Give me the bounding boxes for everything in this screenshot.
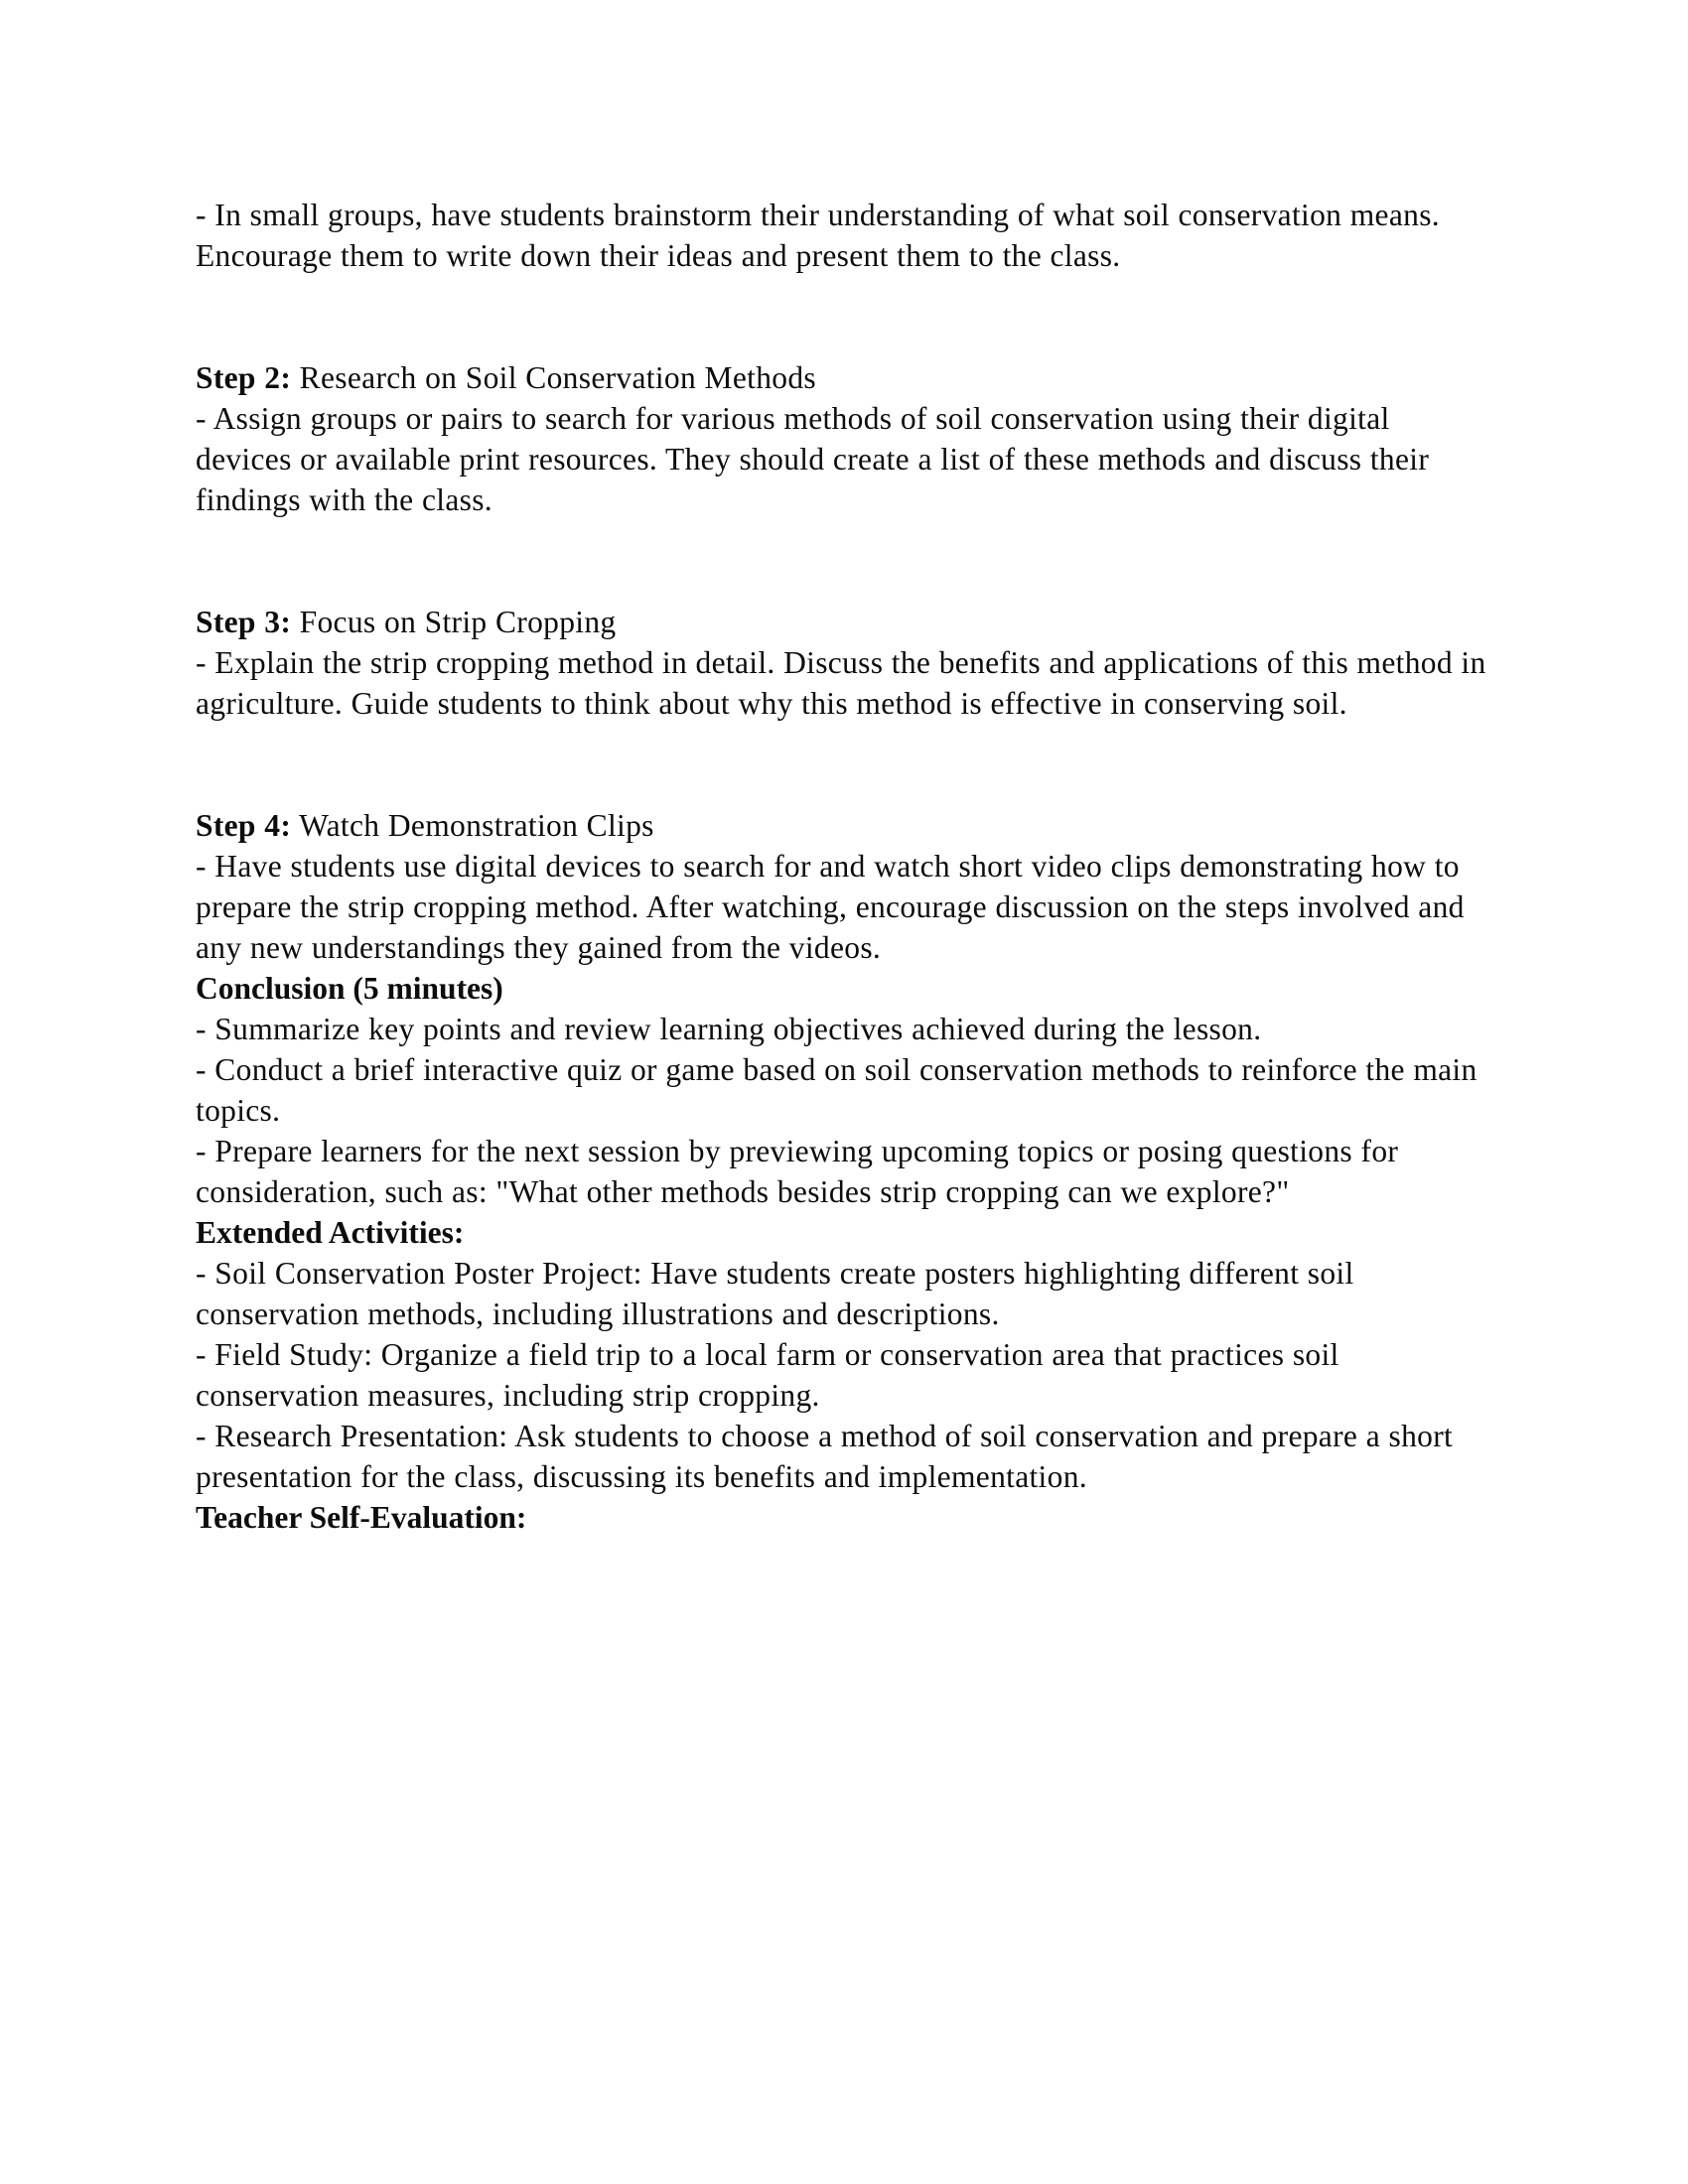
- paragraph-lead: Step 4:: [196, 808, 292, 843]
- paragraph-brainstorm-bullet: [196, 195, 1491, 276]
- heading-teacher-self-evaluation: Teacher Self-Evaluation:: [196, 1500, 527, 1535]
- paragraph-text: - Assign groups or pairs to search for various methods of soil conservation using their digital devices or available print resources. They should create a list of these methods and discuss their findings with the class.: [196, 401, 1430, 517]
- paragraph-text: Watch Demonstration Clips: [291, 808, 654, 843]
- paragraph-step-2: [196, 357, 1491, 398]
- heading-conclusion: Conclusion (5 minutes): [196, 971, 503, 1006]
- paragraph-step-3-body: [196, 642, 1491, 724]
- paragraph-step-4-body: [196, 846, 1491, 968]
- paragraph-extended-bullet-2: [196, 1334, 1491, 1416]
- heading-extended-activities: Extended Activities:: [196, 1215, 465, 1250]
- paragraph-text: - Soil Conservation Poster Project: Have students create posters highlighting different soil conservation methods, including illustrations and descriptions.: [196, 1256, 1354, 1331]
- paragraph-text: - Have students use digital devices to search for and watch short video clips demonstrating how to prepare the strip cropping method. After watching, encourage discussion on the steps involved and any new understandings they gained from the videos.: [196, 849, 1465, 965]
- paragraph-text: - Explain the strip cropping method in detail. Discuss the benefits and applications of this method in agriculture. Guide students to think about why this method is effective in conserving soil.: [196, 645, 1486, 721]
- paragraph-conclusion-bullet-2: [196, 1049, 1491, 1131]
- paragraph-text: Research on Soil Conservation Methods: [291, 360, 817, 395]
- paragraph-text: - In small groups, have students brainstorm their understanding of what soil conservation means. Encourage them to write down their ideas and present them to the class.: [196, 198, 1440, 273]
- paragraph-step-3: [196, 602, 1491, 642]
- paragraph-text: - Prepare learners for the next session by previewing upcoming topics or posing questions for consideration, such as: "What other methods besides strip cropping can we explore?": [196, 1134, 1399, 1209]
- paragraph-step-2-body: [196, 398, 1491, 520]
- paragraph-step-4: [196, 805, 1491, 846]
- paragraph-extended-bullet-3: [196, 1416, 1491, 1497]
- paragraph-text: Focus on Strip Cropping: [291, 605, 617, 639]
- paragraph-conclusion-bullet-3: [196, 1131, 1491, 1212]
- paragraph-text: - Field Study: Organize a field trip to a local farm or conservation area that practices soil conservation measures, including strip cropping.: [196, 1337, 1339, 1413]
- paragraph-conclusion-bullet-1: [196, 1009, 1491, 1049]
- paragraph-lead: Step 2:: [196, 360, 292, 395]
- paragraph-text: - Summarize key points and review learning objectives achieved during the lesson.: [196, 1012, 1262, 1046]
- paragraph-extended-bullet-1: [196, 1253, 1491, 1334]
- paragraph-text: - Conduct a brief interactive quiz or game based on soil conservation methods to reinforce the main topics.: [196, 1052, 1477, 1128]
- paragraph-text: - Research Presentation: Ask students to choose a method of soil conservation and prepare a short presentation for the class, discussing its benefits and implementation.: [196, 1419, 1454, 1494]
- paragraph-lead: Step 3:: [196, 605, 292, 639]
- document-body: [196, 195, 1491, 1538]
